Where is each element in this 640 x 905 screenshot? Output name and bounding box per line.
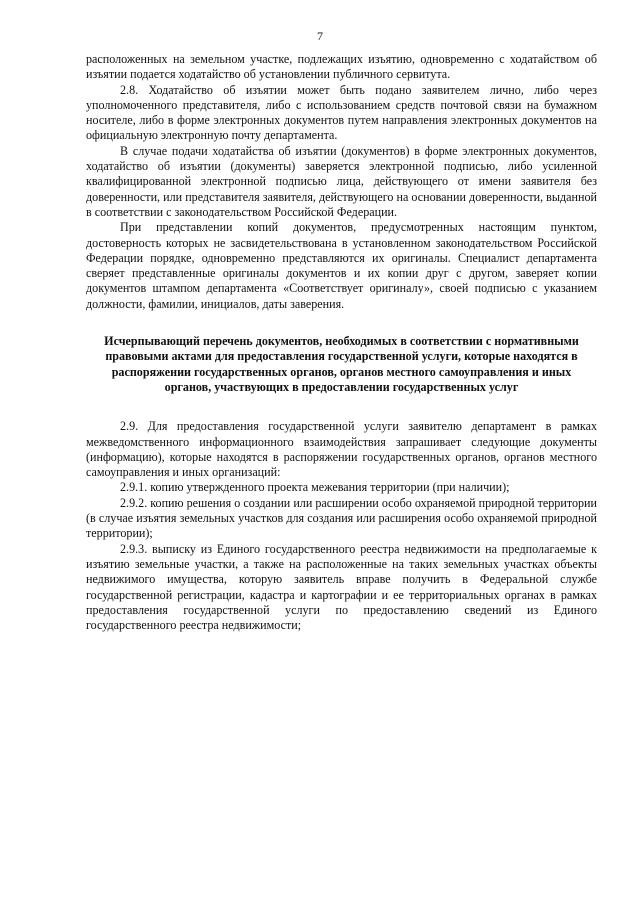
paragraph: В случае подачи ходатайства об изъятии (документов) в форме электронных документов, ходатайство об изъятии (документы) заверяется электронной подписью, либо усиленной квалифицированной электронной подписью лица, действующего от имени заявителя без доверенности, или представителя заявителя, действующего на основании доверенности, выданной в соответствии с законодательством Российской Федерации.	[86, 143, 597, 219]
document-body	[86, 52, 597, 633]
paragraph: 2.9. Для предоставления государственной услуги заявителю департамент в рамках межведомственного информационного взаимодействия запрашивает следующие документы (информацию), которые находятся в распоряжении государственных органов, органов местного самоуправления и иных организаций:	[86, 419, 597, 480]
section-heading: Исчерпывающий перечень документов, необходимых в соответствии с нормативными правовыми актами для предоставления государственной услуги, которые находятся в распоряжении государственных органов, органов местного самоуправления и иных органов, участвующих в предоставлении государственных услуг	[104, 334, 579, 394]
paragraph: 2.8. Ходатайство об изъятии может быть подано заявителем лично, либо через уполномоченного представителя, либо с использованием средств почтовой связи на бумажном носителе, либо в форме электронных документов путем направления электронных документов на официальную электронную почту департамента.	[86, 82, 597, 143]
paragraph: расположенных на земельном участке, подлежащих изъятию, одновременно с ходатайством об изъятии подается ходатайство об установлении публичного сервитута.	[86, 52, 597, 82]
section-after-heading	[86, 419, 597, 633]
paragraph: 2.9.2. копию решения о создании или расширении особо охраняемой природной территории (в случае изъятия земельных участков для создания или расширения особо охраняемой природной территории);	[86, 495, 597, 541]
paragraph: При представлении копий документов, предусмотренных настоящим пунктом, достоверность которых не засвидетельствована в установленном законодательством Российской Федерации порядке, одновременно представляются их оригиналы. Специалист департамента сверяет представленные оригиналы документов и их копии друг с другом, заверяет копии документов штампом департамента «Соответствует оригиналу», своей подписью с указанием должности, фамилии, инициалов, даты заверения.	[86, 220, 597, 311]
paragraph: 2.9.3. выписку из Единого государственного реестра недвижимости на предполагаемые к изъятию земельные участки, а также на расположенные на таких земельных участках объекты недвижимого имущества, которую заявитель вправе получить в Федеральной службе государственной регистрации, кадастра и картографии и ее территориальных органах в рамках предоставления государственной услуги по предоставлению сведений из Единого государственного реестра недвижимости;	[86, 541, 597, 633]
paragraph: 2.9.1. копию утвержденного проекта межевания территории (при наличии);	[120, 480, 510, 495]
page-number: 7	[317, 29, 323, 43]
section-before-heading	[86, 52, 597, 312]
